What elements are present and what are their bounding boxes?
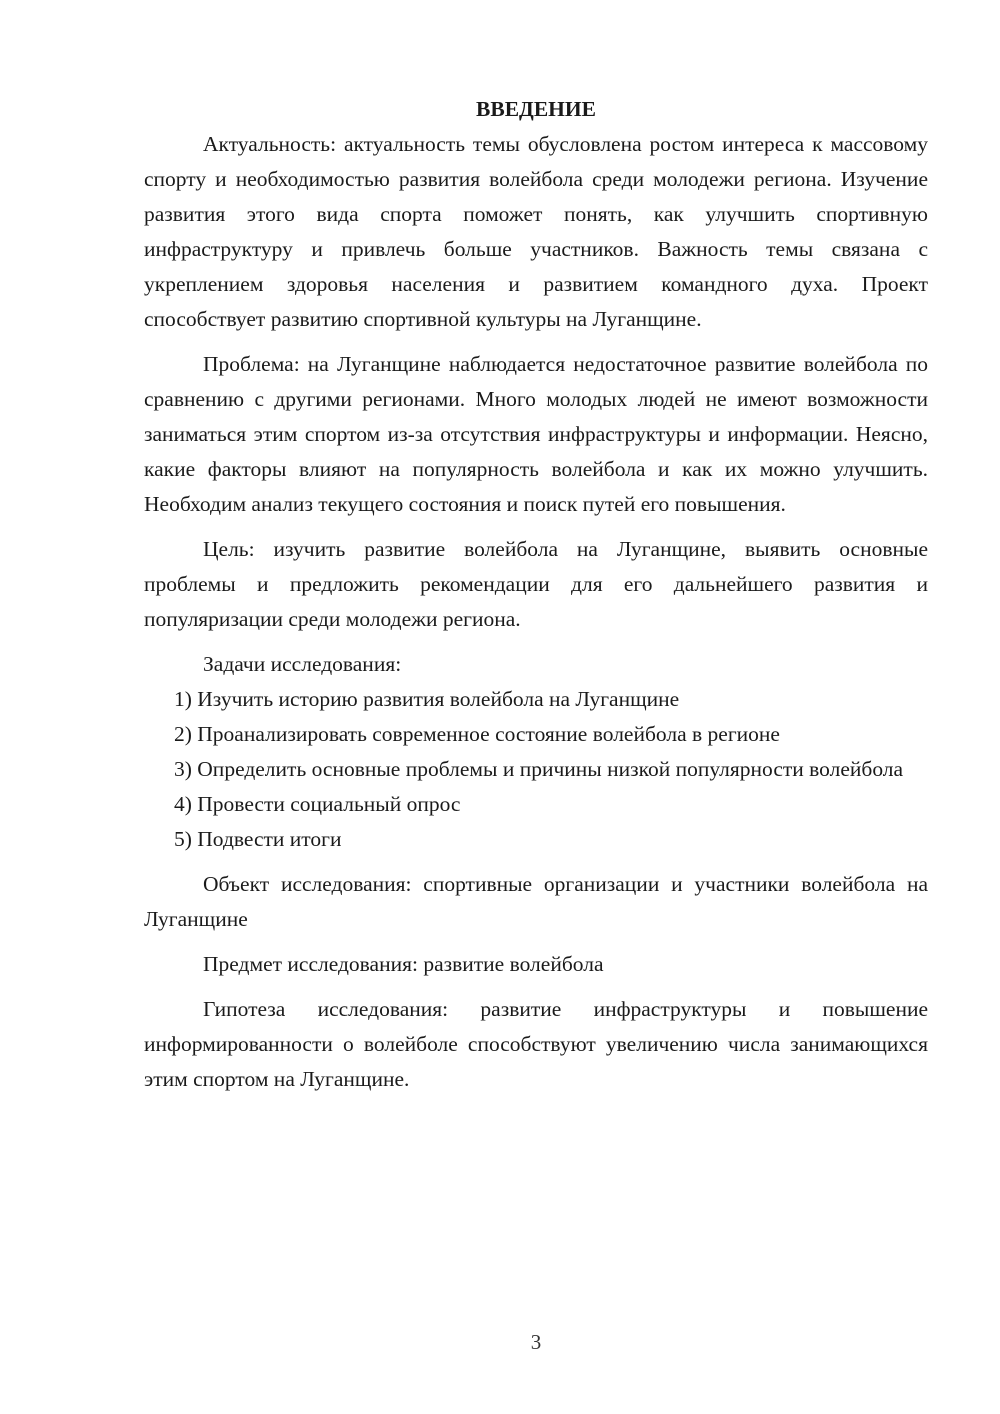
page-number: 3 — [530, 1330, 542, 1354]
hypothesis-paragraph: Гипотеза исследования: развитие инфраструктуры и повышение информированности о волейболе способствуют увеличению числа занимающихся этим спортом на Луганщине. — [144, 997, 928, 1091]
task-item: 2) Проанализировать современное состояние волейбола в регионе — [174, 722, 780, 746]
relevance-paragraph: Актуальность: актуальность темы обусловлена ростом интереса к массовому спорту и необходимостью развития волейбола среди молодежи региона. Изучение развития этого вида спорта поможет понять, как улучшить спортивную инфраструктуру и привлечь больше участников. Важность темы связана с укреплением здоровья населения и развитием командного духа. Проект способствует развитию спортивной культуры на Луганщине. — [144, 132, 928, 331]
task-item: 3) Определить основные проблемы и причины низкой популярности волейбола — [174, 757, 904, 781]
task-item: 5) Подвести итоги — [174, 827, 342, 851]
task-item: 4) Провести социальный опрос — [174, 792, 461, 816]
page-title: ВВЕДЕНИЕ — [476, 97, 596, 121]
problem-paragraph: Проблема: на Луганщине наблюдается недостаточное развитие волейбола по сравнению с другими регионами. Много молодых людей не имеют возможности заниматься этим спортом из-за отсутствия инфраструктуры и информации. Неясно, какие факторы влияют на популярность волейбола и как их можно улучшить. Необходим анализ текущего состояния и поиск путей его повышения. — [144, 352, 928, 516]
tasks-heading: Задачи исследования: — [203, 652, 402, 676]
goal-paragraph: Цель: изучить развитие волейбола на Луганщине, выявить основные проблемы и предложить рекомендации для его дальнейшего развития и популяризации среди молодежи региона. — [144, 537, 928, 631]
task-item: 1) Изучить историю развития волейбола на Луганщине — [174, 687, 680, 711]
document-page — [144, 92, 928, 1097]
subject-paragraph: Предмет исследования: развитие волейбола — [203, 952, 604, 976]
object-paragraph: Объект исследования: спортивные организации и участники волейбола на Луганщине — [144, 872, 928, 931]
